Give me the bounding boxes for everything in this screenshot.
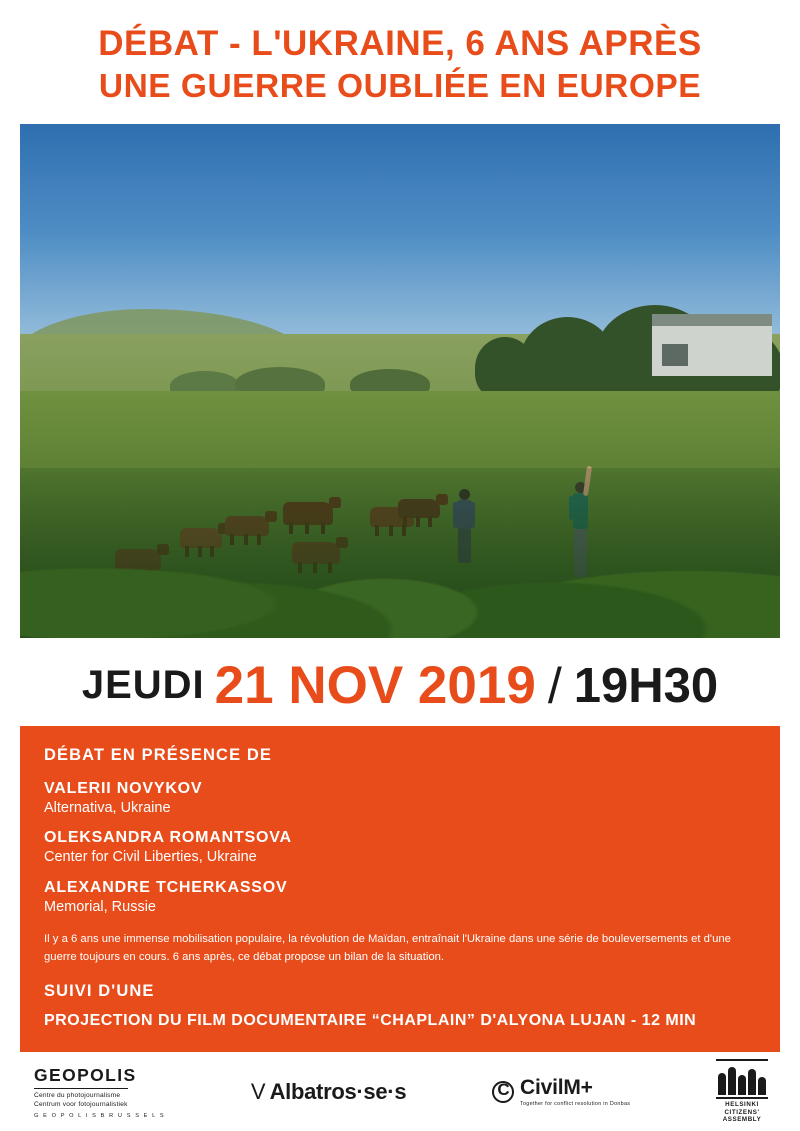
helsinki-text — [723, 1101, 762, 1124]
people-icon — [716, 1059, 768, 1099]
speaker-org: Alternativa, Ukraine — [44, 799, 171, 816]
speaker-name: OLEKSANDRA ROMANTSOVA — [44, 829, 292, 847]
logo-geopolis[interactable] — [34, 1065, 165, 1119]
date-time: 19H30 — [573, 658, 719, 713]
logo-civilm[interactable] — [492, 1077, 630, 1107]
geopolis-name: GEOPOLIS — [34, 1064, 137, 1085]
albatros-bird-icon: V — [250, 1078, 266, 1104]
logo-albatros[interactable] — [251, 1079, 406, 1105]
title-line-1: DÉBAT - L'UKRAINE, 6 ANS APRÈS — [98, 24, 702, 63]
speaker-org: Memorial, Russie — [44, 899, 156, 916]
geopolis-city: G E O P O L I S B R U S S E L S — [34, 1112, 166, 1119]
speaker-org: Center for Civil Liberties, Ukraine — [44, 849, 257, 866]
details-panel — [20, 726, 780, 1053]
panel-film-line: PROJECTION DU FILM DOCUMENTAIRE “CHAPLAIN” D'ALYONA LUJAN - 12 MIN — [44, 1012, 697, 1030]
civilm-text — [520, 1077, 630, 1107]
helsinki-line-2: CITIZENS' — [724, 1108, 760, 1116]
date-separator: / — [547, 657, 562, 714]
helsinki-line-1: HELSINKI — [725, 1100, 759, 1108]
date-day-month-year: 21 NOV 2019 — [214, 656, 536, 716]
event-photo — [20, 124, 780, 638]
speaker-entry — [44, 828, 756, 867]
panel-subheading: SUIVI D'UNE — [44, 982, 155, 1001]
title-line-2: UNE GUERRE OUBLIÉE EN EUROPE — [98, 67, 702, 105]
helsinki-line-3: ASSEMBLY — [722, 1116, 762, 1124]
geopolis-subtitle-nl: Centrum voor fotojournalistiek — [34, 1101, 128, 1109]
civilm-tagline: Together for conflict resolution in Donbas — [519, 1100, 631, 1107]
photo-house — [652, 314, 772, 376]
speaker-name: VALERII NOVYKOV — [44, 779, 203, 797]
poster-title — [20, 0, 780, 108]
geopolis-subtitle-fr: Centre du photojournalisme — [34, 1091, 121, 1099]
geopolis-subtitle — [34, 1088, 128, 1110]
panel-description: Il y a 6 ans une immense mobilisation populaire, la révolution de Maïdan, entraînait l'Ukraine dans une série de bouleversements et d'une guerre toujours en cours. 6 ans après, ce débat propose un bilan de la situation. — [44, 933, 731, 963]
civilm-name: CivilM+ — [519, 1075, 593, 1099]
speaker-entry — [44, 878, 756, 917]
logo-helsinki-citizens-assembly[interactable] — [716, 1059, 768, 1124]
civilm-circle-icon — [492, 1081, 514, 1103]
event-date-bar — [20, 652, 780, 720]
panel-heading: DÉBAT EN PRÉSENCE DE — [44, 745, 272, 764]
speaker-name: ALEXANDRE TCHERKASSOV — [44, 879, 288, 897]
photo-foreground-scrub — [20, 468, 780, 638]
albatros-name: Albatros·se·s — [269, 1078, 407, 1104]
speaker-entry — [44, 779, 756, 818]
sponsor-logos — [20, 1052, 780, 1131]
date-weekday: JEUDI — [81, 663, 205, 708]
